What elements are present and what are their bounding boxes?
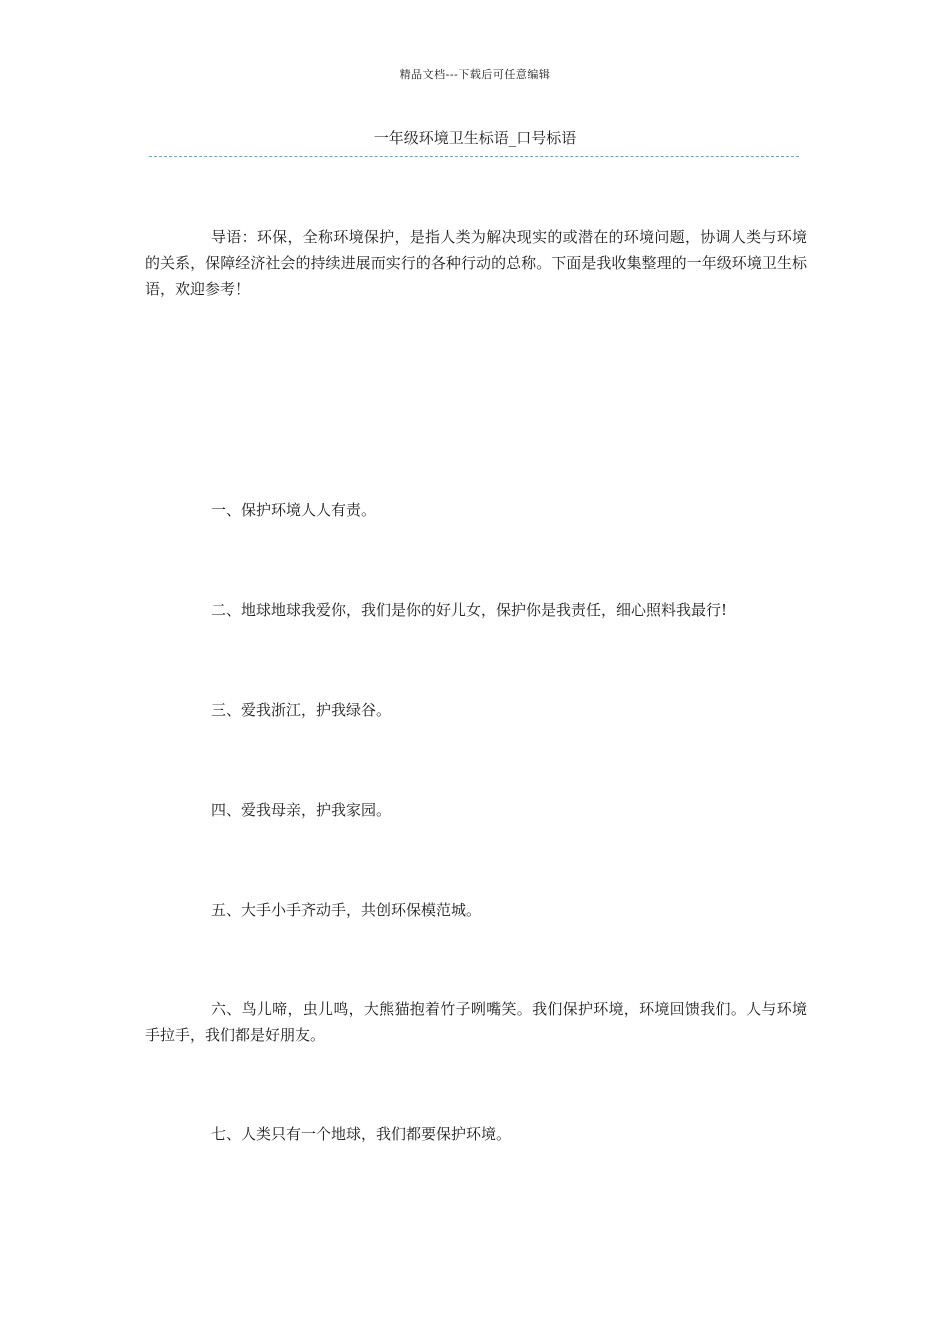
intro-paragraph: 导语：环保，全称环境保护，是指人类为解决现实的或潜在的环境问题，协调人类与环境的关系，保障经济社会的持续进展而实行的各种行动的总称。下面是我收集整理的一年级环境卫生标语，欢迎参考！ — [145, 228, 807, 298]
slogan-item: 七、人类只有一个地球，我们都要保护环境。 — [211, 1125, 512, 1143]
slogan-item: 六、鸟儿啼，虫儿鸣，大熊猫抱着竹子咧嘴笑。我们保护环境，环境回馈我们。人与环境手拉手，我们都是好朋友。 — [145, 1000, 807, 1044]
title-divider — [149, 156, 799, 157]
slogan-item: 三、爱我浙江，护我绿谷。 — [211, 701, 392, 719]
page-header-note: 精品文档---下载后可任意编辑 — [399, 68, 551, 81]
slogan-item: 一、保护环境人人有责。 — [211, 501, 377, 519]
slogan-item: 五、大手小手齐动手，共创环保模范城。 — [211, 901, 482, 919]
slogan-item: 二、地球地球我爱你，我们是你的好儿女，保护你是我责任，细心照料我最行! — [211, 601, 728, 619]
document-title: 一年级环境卫生标语_口号标语 — [373, 129, 577, 147]
slogan-item: 四、爱我母亲，护我家园。 — [211, 801, 392, 819]
